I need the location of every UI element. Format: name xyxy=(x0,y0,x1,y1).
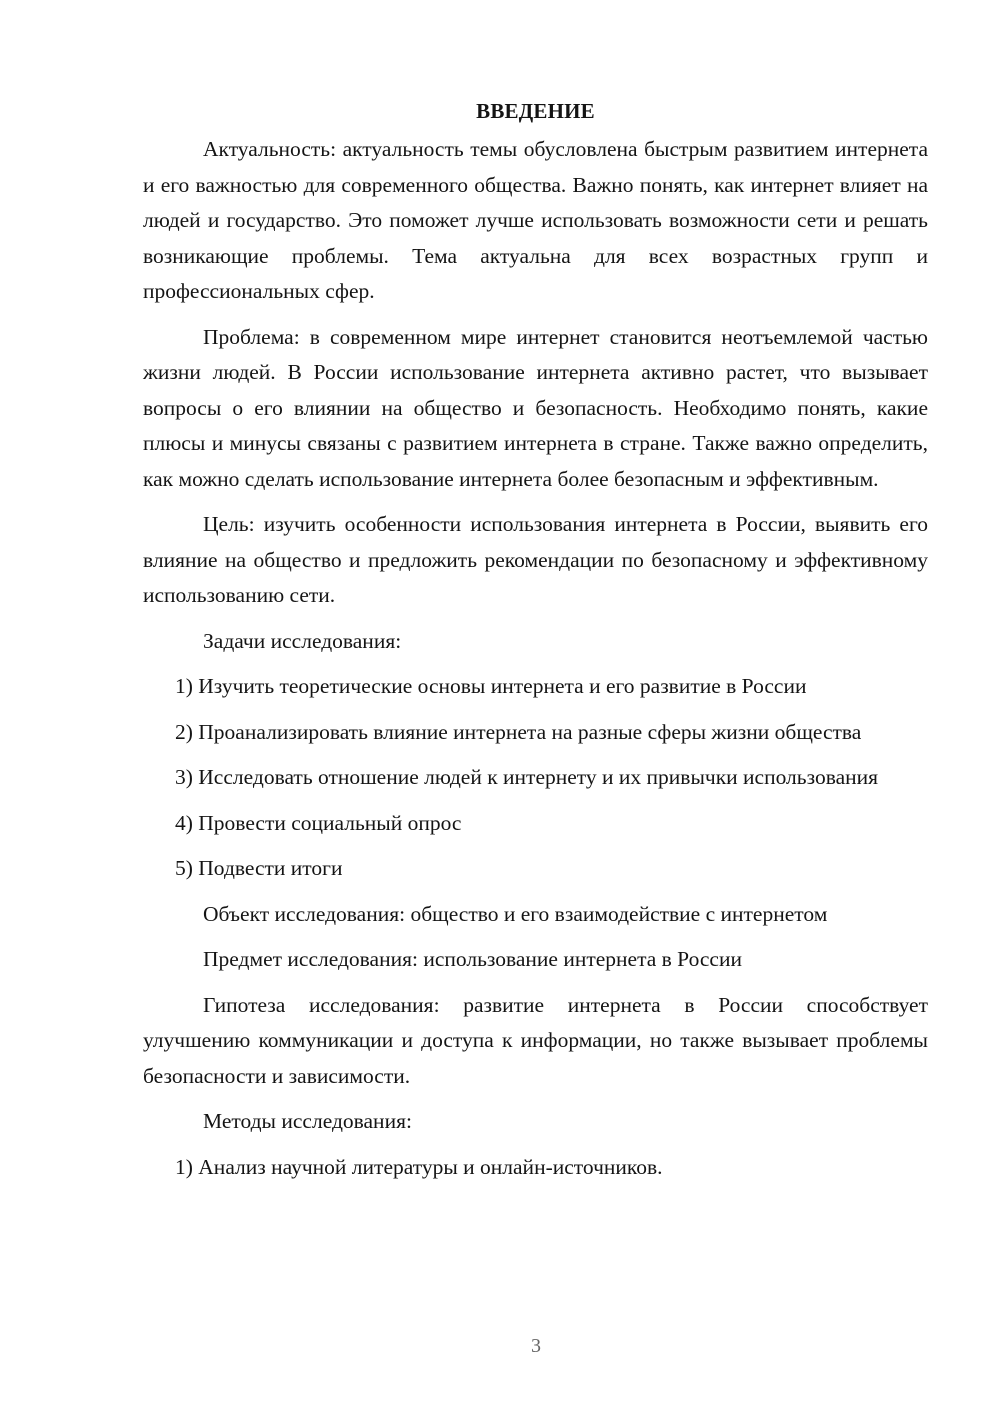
paragraph-problem: Проблема: в современном мире интернет становится неотъемлемой частью жизни людей. В России использование интернета активно растет, что вызывает вопросы о его влиянии на общество и безопасность. Необходимо понять, какие плюсы и минусы связаны с развитием интернета в стране. Также важно определить, как можно сделать использование интернета более безопасным и эффективным. xyxy=(143,324,928,491)
list-item-task-3: 3) Исследовать отношение людей к интернету и их привычки использования xyxy=(175,765,879,789)
list-item-task-2: 2) Проанализировать влияние интернета на разные сферы жизни общества xyxy=(175,719,862,744)
paragraph-goal: Цель: изучить особенности использования интернета в России, выявить его влияние на общество и предложить рекомендации по безопасному и эффективному использованию сети. xyxy=(143,512,928,607)
list-item-task-1: 1) Изучить теоретические основы интернета и его развитие в России xyxy=(175,674,807,698)
paragraph-object: Объект исследования: общество и его взаимодействие с интернетом xyxy=(203,901,828,926)
page-number: 3 xyxy=(531,1335,541,1357)
section-title: ВВЕДЕНИЕ xyxy=(476,99,595,123)
tasks-heading: Задачи исследования: xyxy=(203,628,402,653)
paragraph-relevance: Актуальность: актуальность темы обусловлена быстрым развитием интернета и его важностью для современного общества. Важно понять, как интернет влияет на людей и государство. Это поможет лучше использовать возможности сети и решать возникающие проблемы. Тема актуальна для всех возрастных групп и профессиональных сфер. xyxy=(143,137,928,303)
paragraph-hypothesis: Гипотеза исследования: развитие интернета в России способствует улучшению коммуникации и доступа к информации, но также вызывает проблемы безопасности и зависимости. xyxy=(143,992,928,1088)
methods-heading: Методы исследования: xyxy=(203,1109,412,1133)
list-item-method-1: 1) Анализ научной литературы и онлайн-источников. xyxy=(175,1154,663,1179)
list-item-task-5: 5) Подвести итоги xyxy=(175,856,343,880)
paragraph-subject: Предмет исследования: использование интернета в России xyxy=(203,947,742,971)
list-item-task-4: 4) Провести социальный опрос xyxy=(175,810,462,835)
document-page xyxy=(143,96,928,1185)
